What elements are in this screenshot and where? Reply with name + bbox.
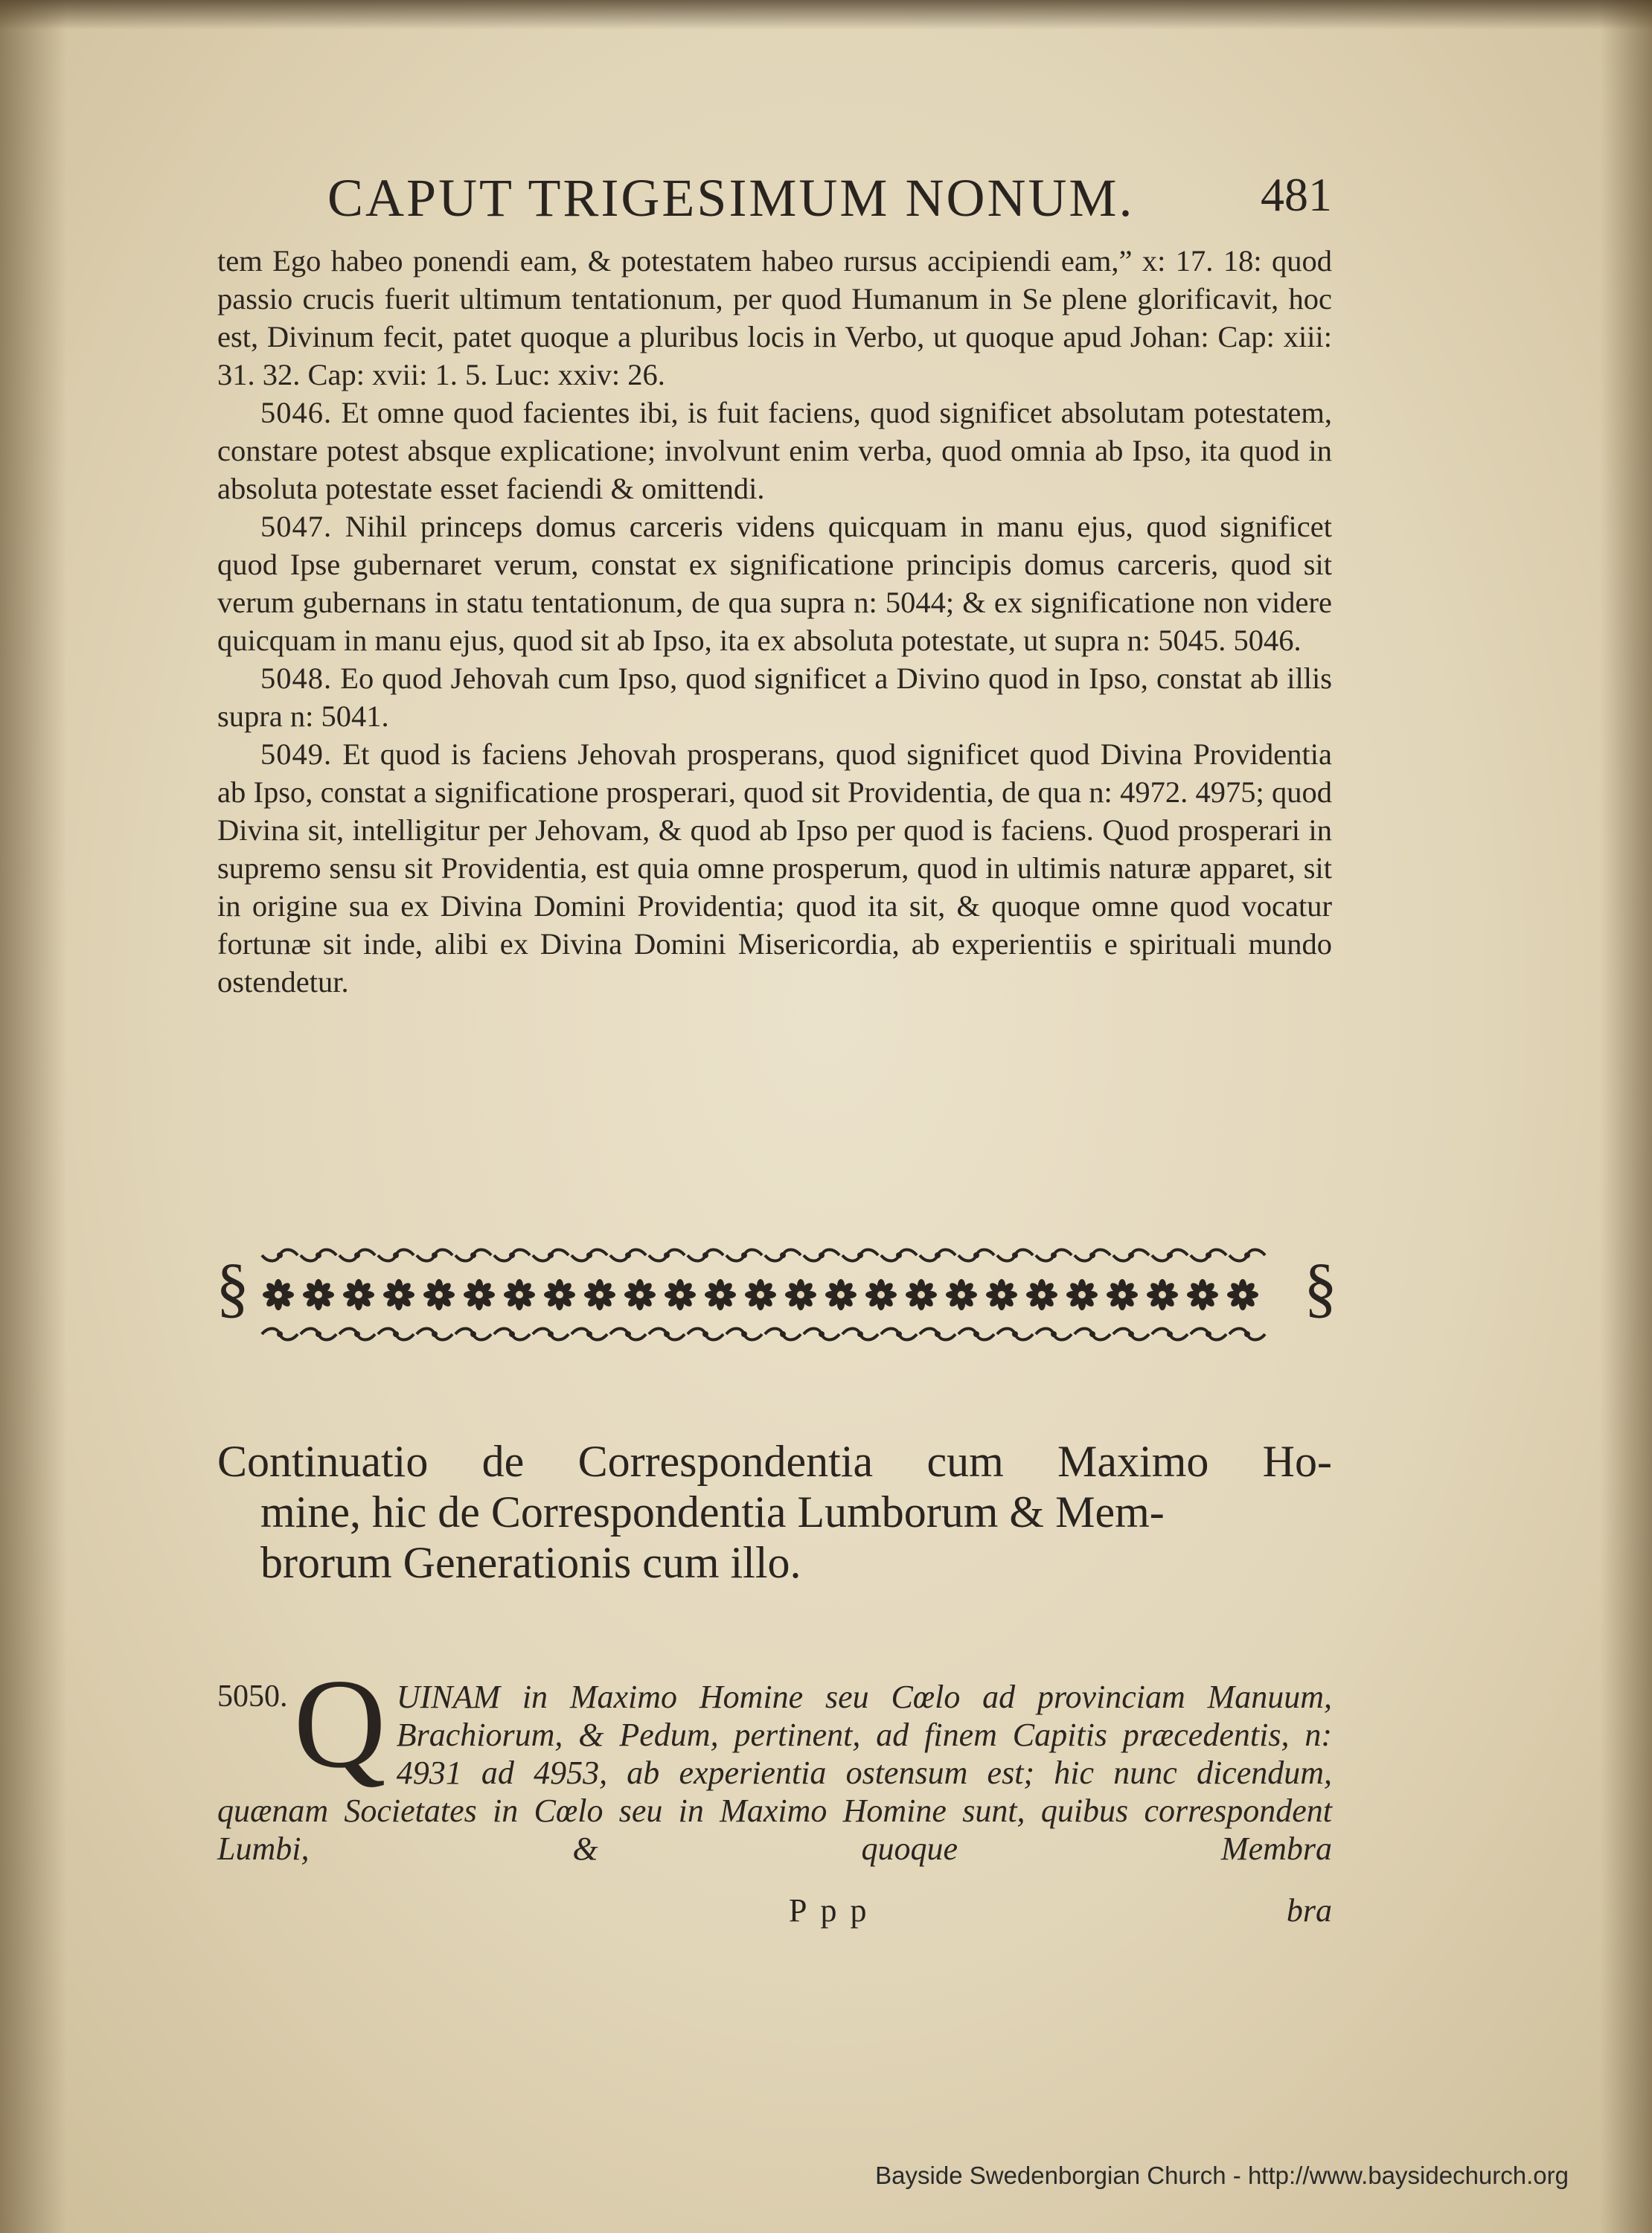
ornament-dot [470, 1252, 476, 1258]
ornament-dot [393, 1252, 399, 1258]
ornament-flower [263, 1279, 294, 1310]
ornament-scroll-row-bottom [262, 1329, 1265, 1340]
ornament-dot [896, 1331, 902, 1337]
ornament-dot [973, 1252, 979, 1258]
ornament-dot [277, 1331, 283, 1337]
ornament-dot [1128, 1331, 1134, 1337]
ornament-flower [946, 1279, 977, 1310]
ornament-dot [857, 1252, 863, 1258]
ornament-flower [303, 1279, 334, 1310]
ornament-dot [896, 1252, 902, 1258]
ornament-dot [1051, 1252, 1057, 1258]
ornament-flower [1066, 1279, 1098, 1310]
ornament-flower [825, 1279, 857, 1310]
ornament-flower [665, 1279, 696, 1310]
ornament-flower-row [263, 1279, 1258, 1310]
ornament-dot [354, 1331, 360, 1337]
paragraph-5047: 5047. Nihil princeps domus carceris videns quicquam in manu ejus, quod significet quod Ipse gubernaret verum, constat ex significatione principis domus carceris, quod sit verum gubernans in statu tentationum, de qua supra n: 5044; & ex significatione non videre quicquam in manu ejus, quod sit ab Ipso, ita ex absoluta potestate, ut supra n: 5045. 5046. [217, 510, 1333, 657]
ornament-dot [1089, 1252, 1095, 1258]
ornament-dot [702, 1252, 708, 1258]
page-left-shadow [0, 0, 67, 2233]
ornament-dot [316, 1331, 321, 1337]
paragraph-5046: 5046. Et omne quod facientes ibi, is fuit faciens, quod significet absolutam potestatem, constare potest absque explicatione; involvunt enim verba, quod omnia ab Ipso, ita quod in absoluta potestate esset faciendi & omittendi. [217, 396, 1332, 505]
heading-line-3: brorum Generationis cum illo. [260, 1538, 801, 1587]
ornament-dot [664, 1252, 670, 1258]
ornament-dot [664, 1331, 670, 1337]
heading-line-1: Continuatio de Correspondentia cum Maximo Ho- [217, 1437, 1332, 1486]
ornament-dot [586, 1331, 592, 1337]
ornament-flower [1147, 1279, 1178, 1310]
ornament-dot [625, 1331, 631, 1337]
ornament-dot [548, 1331, 554, 1337]
ornament-left-flourish: § [216, 1251, 249, 1324]
paragraph-5049: 5049. Et quod is faciens Jehovah prosperans, quod significet quod Divina Providentia ab Ipso, constat a significatione prosperari, quod sit Providentia, de qua n: 4972. 4975; quod Divina sit, intelligitur per Jehovam, & quod ab Ipso per quod is faciens. Quod prosperari in supremo sensu sit Providentia, est quia omne prosperum, quod in ultimis naturæ apparet, sit in origine sua ex Divina Domini Providentia; quod ita sit, & quoque omne quod vocatur fortunæ sit inde, alibi ex Divina Domini Misericordia, ab experientiis e spirituali mundo ostendetur. [217, 737, 1332, 999]
ornament-dot [393, 1331, 399, 1337]
ornament-dot [1167, 1252, 1173, 1258]
paragraph-number: 5046. [260, 396, 333, 429]
ornament-dot [935, 1252, 941, 1258]
watermark-caption: Bayside Swedenborgian Church - http://www.baysidechurch.org [875, 2162, 1569, 2189]
ornament-flower [1227, 1279, 1258, 1310]
paragraph-5050-text: UINAM in Maximo Homine seu Cœlo ad provinciam Manuum, Brachiorum, & Pedum, pertinent, ad finem Capitis præcedentis, n: 4931 ad 4953, ab experientia ostensum est; hic nunc dicendum, quænam Societates in Cœlo seu in Maximo Homine sunt, quibus correspondent Lumbi, & quoque Membra [217, 1679, 1332, 1867]
ornament-dot [780, 1331, 786, 1337]
ornament-flower [624, 1279, 656, 1310]
ornament-flower [745, 1279, 776, 1310]
ornament-dot [973, 1331, 979, 1337]
body-text [217, 242, 1332, 1001]
ornament-dot [277, 1252, 283, 1258]
ornament-flower [906, 1279, 937, 1310]
drop-cap: Q [293, 1653, 386, 1795]
ornament-dot [1089, 1331, 1095, 1337]
paragraph-5050 [217, 1653, 1332, 1868]
ornament-dot [1167, 1331, 1173, 1337]
ornament-flower [705, 1279, 736, 1310]
ornament-dot [432, 1252, 438, 1258]
ornament-dot [1012, 1331, 1018, 1337]
paragraph-5048: 5048. Eo quod Jehovah cum Ipso, quod significet a Divino quod in Ipso, constat ab illis supra n: 5041. [217, 661, 1333, 733]
ornament-dot [857, 1331, 863, 1337]
paragraph-number: 5049. [260, 737, 333, 771]
ornament-dot [741, 1252, 747, 1258]
ornament-flower [343, 1279, 374, 1310]
ornament-flower [423, 1279, 455, 1310]
ornament-dot [432, 1331, 438, 1337]
ornament-flower [1026, 1279, 1057, 1310]
ornament-flower [584, 1279, 615, 1310]
ornament-dot [1012, 1252, 1018, 1258]
page-right-shadow [1600, 0, 1652, 2233]
ornament-dot [819, 1252, 825, 1258]
ornament-flower [986, 1279, 1017, 1310]
ornament-dot [1206, 1331, 1211, 1337]
ornament-dot [1244, 1331, 1250, 1337]
ornament-flower [785, 1279, 816, 1310]
ornament-flower [544, 1279, 575, 1310]
ornament-dot [354, 1252, 360, 1258]
ornament-dot [509, 1252, 515, 1258]
ornament-flower [383, 1279, 414, 1310]
signature-mark: Ppp [789, 1892, 880, 1929]
ornament-dot [1244, 1252, 1250, 1258]
ornament-dot [741, 1331, 747, 1337]
ornament-dot [1206, 1252, 1211, 1258]
ornament-dot [1051, 1331, 1057, 1337]
ornament-right-flourish: § [1304, 1251, 1337, 1324]
ornament-dot [780, 1252, 786, 1258]
ornament-flower [865, 1279, 897, 1310]
ornament-flower [464, 1279, 495, 1310]
ornament-dot [1128, 1252, 1134, 1258]
running-head: CAPUT TRIGESIMUM NONUM. [327, 168, 1135, 228]
ornament-dot [702, 1331, 708, 1337]
page-top-shadow [0, 0, 1652, 30]
ornament-dot [935, 1331, 941, 1337]
paragraph-number: 5048. [260, 661, 333, 695]
ornament-flower [1187, 1279, 1218, 1310]
ornament-scroll-row-top [262, 1250, 1265, 1261]
printers-ornament-band [210, 1239, 1339, 1351]
ornament-dot [509, 1331, 515, 1337]
ornament-dot [625, 1252, 631, 1258]
page-header [327, 167, 1332, 227]
section-heading [217, 1436, 1332, 1588]
ornament-dot [316, 1252, 321, 1258]
paragraph-number: 5047. [260, 510, 333, 543]
heading-line-2: mine, hic de Correspondentia Lumborum & Mem- [260, 1487, 1165, 1537]
ornament-flower [1107, 1279, 1138, 1310]
page-number: 481 [1261, 168, 1332, 221]
ornament-dot [586, 1252, 592, 1258]
ornament-flower [504, 1279, 535, 1310]
paragraph-number: 5050. [217, 1679, 288, 1714]
catchword: bra [1286, 1892, 1332, 1929]
ornament-dot [548, 1252, 554, 1258]
paragraph-continued: tem Ego habeo ponendi eam, & potestatem habeo rursus accipiendi eam,” x: 17. 18: quod passio crucis fuerit ultimum tentationum, per quod Humanum in Se plene glorificavit, hoc est, Divinum fecit, patet quoque a pluribus locis in Verbo, ut quoque apud Johan: Cap: xiii: 31. 32. Cap: xvii: 1. 5. Luc: xxiv: 26. [217, 244, 1332, 391]
ornament-dot [470, 1331, 476, 1337]
ornament-dot [819, 1331, 825, 1337]
